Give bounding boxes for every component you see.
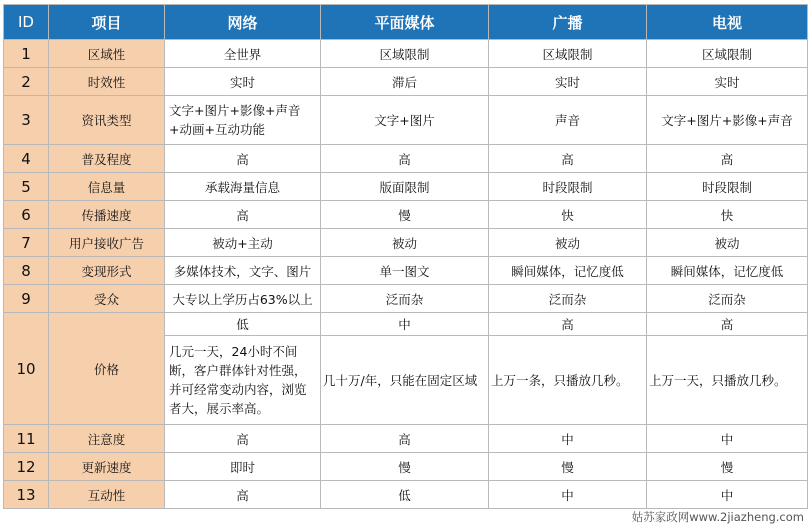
- cell-tv: 时段限制: [647, 173, 808, 201]
- header-radio: 广播: [489, 5, 647, 40]
- cell-radio: 泛而杂: [489, 285, 647, 313]
- row-item: 更新速度: [49, 453, 165, 481]
- watermark: 姑苏家政网www.2jiazheng.com: [631, 510, 804, 524]
- table-row: [4, 453, 808, 481]
- price-level-row: [4, 313, 808, 336]
- cell-tv: 被动: [647, 229, 808, 257]
- row-id: 11: [4, 425, 49, 453]
- cell-print: 高: [321, 145, 489, 173]
- header-network: 网络: [165, 5, 321, 40]
- row-item: 变现形式: [49, 257, 165, 285]
- row-id: 2: [4, 68, 49, 96]
- cell-radio: 瞬间媒体，记忆度低: [489, 257, 647, 285]
- cell-network: 承载海量信息: [165, 173, 321, 201]
- header-tv: 电视: [647, 5, 808, 40]
- cell-print: 高: [321, 425, 489, 453]
- table-row: [4, 285, 808, 313]
- cell-radio: 上万一条，只播放几秒。: [489, 336, 647, 425]
- cell-network: 实时: [165, 68, 321, 96]
- cell-network: 即时: [165, 453, 321, 481]
- cell-radio: 声音: [489, 96, 647, 145]
- row-item: 区域性: [49, 40, 165, 68]
- row-id: 4: [4, 145, 49, 173]
- row-id: 6: [4, 201, 49, 229]
- cell-network: 高: [165, 145, 321, 173]
- cell-radio: 时段限制: [489, 173, 647, 201]
- table-row: [4, 425, 808, 453]
- cell-tv: 中: [647, 481, 808, 509]
- table-row: [4, 201, 808, 229]
- cell-network: 被动+主动: [165, 229, 321, 257]
- cell-tv: 文字+图片+影像+声音: [647, 96, 808, 145]
- cell-radio: 中: [489, 425, 647, 453]
- cell-tv: 快: [647, 201, 808, 229]
- cell-network: 高: [165, 481, 321, 509]
- table-row: [4, 145, 808, 173]
- cell-radio: 高: [489, 145, 647, 173]
- cell-network: 多媒体技术，文字、图片: [165, 257, 321, 285]
- cell-tv: 上万一天，只播放几秒。: [647, 336, 808, 425]
- cell-network: 高: [165, 425, 321, 453]
- cell-tv: 瞬间媒体，记忆度低: [647, 257, 808, 285]
- cell-network: 文字+图片+影像+声音+动画+互动功能: [165, 96, 321, 145]
- header-row: [4, 5, 808, 40]
- cell-print: 泛而杂: [321, 285, 489, 313]
- row-item: 互动性: [49, 481, 165, 509]
- table-row: [4, 173, 808, 201]
- row-id: 3: [4, 96, 49, 145]
- cell-radio: 高: [489, 313, 647, 336]
- cell-print: 滞后: [321, 68, 489, 96]
- header-item: 项目: [49, 5, 165, 40]
- cell-radio: 慢: [489, 453, 647, 481]
- cell-tv: 区域限制: [647, 40, 808, 68]
- cell-network: 大专以上学历占63%以上: [165, 285, 321, 313]
- cell-network: 高: [165, 201, 321, 229]
- row-item: 用户接收广告: [49, 229, 165, 257]
- row-item: 时效性: [49, 68, 165, 96]
- cell-print: 慢: [321, 453, 489, 481]
- table-row: [4, 40, 808, 68]
- header-id: ID: [4, 5, 49, 40]
- cell-print: 低: [321, 481, 489, 509]
- table-row: [4, 229, 808, 257]
- row-id: 7: [4, 229, 49, 257]
- cell-print: 中: [321, 313, 489, 336]
- row-item: 传播速度: [49, 201, 165, 229]
- row-item: 注意度: [49, 425, 165, 453]
- cell-radio: 区域限制: [489, 40, 647, 68]
- cell-print: 慢: [321, 201, 489, 229]
- row-item: 普及程度: [49, 145, 165, 173]
- comparison-table: [3, 4, 808, 509]
- row-id: 1: [4, 40, 49, 68]
- row-id: 10: [4, 313, 49, 425]
- cell-radio: 中: [489, 481, 647, 509]
- row-id: 8: [4, 257, 49, 285]
- row-id: 13: [4, 481, 49, 509]
- cell-network: 全世界: [165, 40, 321, 68]
- row-item: 信息量: [49, 173, 165, 201]
- cell-print: 几十万/年，只能在固定区域: [321, 336, 489, 425]
- row-id: 12: [4, 453, 49, 481]
- cell-network: 几元一天，24小时不间断，客户群体针对性强，并可经常变动内容，浏览者大，展示率高。: [165, 336, 321, 425]
- table-row: [4, 481, 808, 509]
- row-item: 资讯类型: [49, 96, 165, 145]
- cell-print: 被动: [321, 229, 489, 257]
- cell-print: 区域限制: [321, 40, 489, 68]
- cell-tv: 慢: [647, 453, 808, 481]
- row-item: 受众: [49, 285, 165, 313]
- table-row: [4, 68, 808, 96]
- cell-network: 低: [165, 313, 321, 336]
- header-print-media: 平面媒体: [321, 5, 489, 40]
- cell-print: 单一图文: [321, 257, 489, 285]
- cell-radio: 被动: [489, 229, 647, 257]
- table-row: [4, 257, 808, 285]
- cell-tv: 泛而杂: [647, 285, 808, 313]
- table-row: [4, 96, 808, 145]
- cell-print: 版面限制: [321, 173, 489, 201]
- cell-tv: 高: [647, 145, 808, 173]
- row-id: 5: [4, 173, 49, 201]
- cell-tv: 实时: [647, 68, 808, 96]
- cell-tv: 中: [647, 425, 808, 453]
- cell-print: 文字+图片: [321, 96, 489, 145]
- row-id: 9: [4, 285, 49, 313]
- row-item: 价格: [49, 313, 165, 425]
- cell-radio: 快: [489, 201, 647, 229]
- cell-tv: 高: [647, 313, 808, 336]
- cell-radio: 实时: [489, 68, 647, 96]
